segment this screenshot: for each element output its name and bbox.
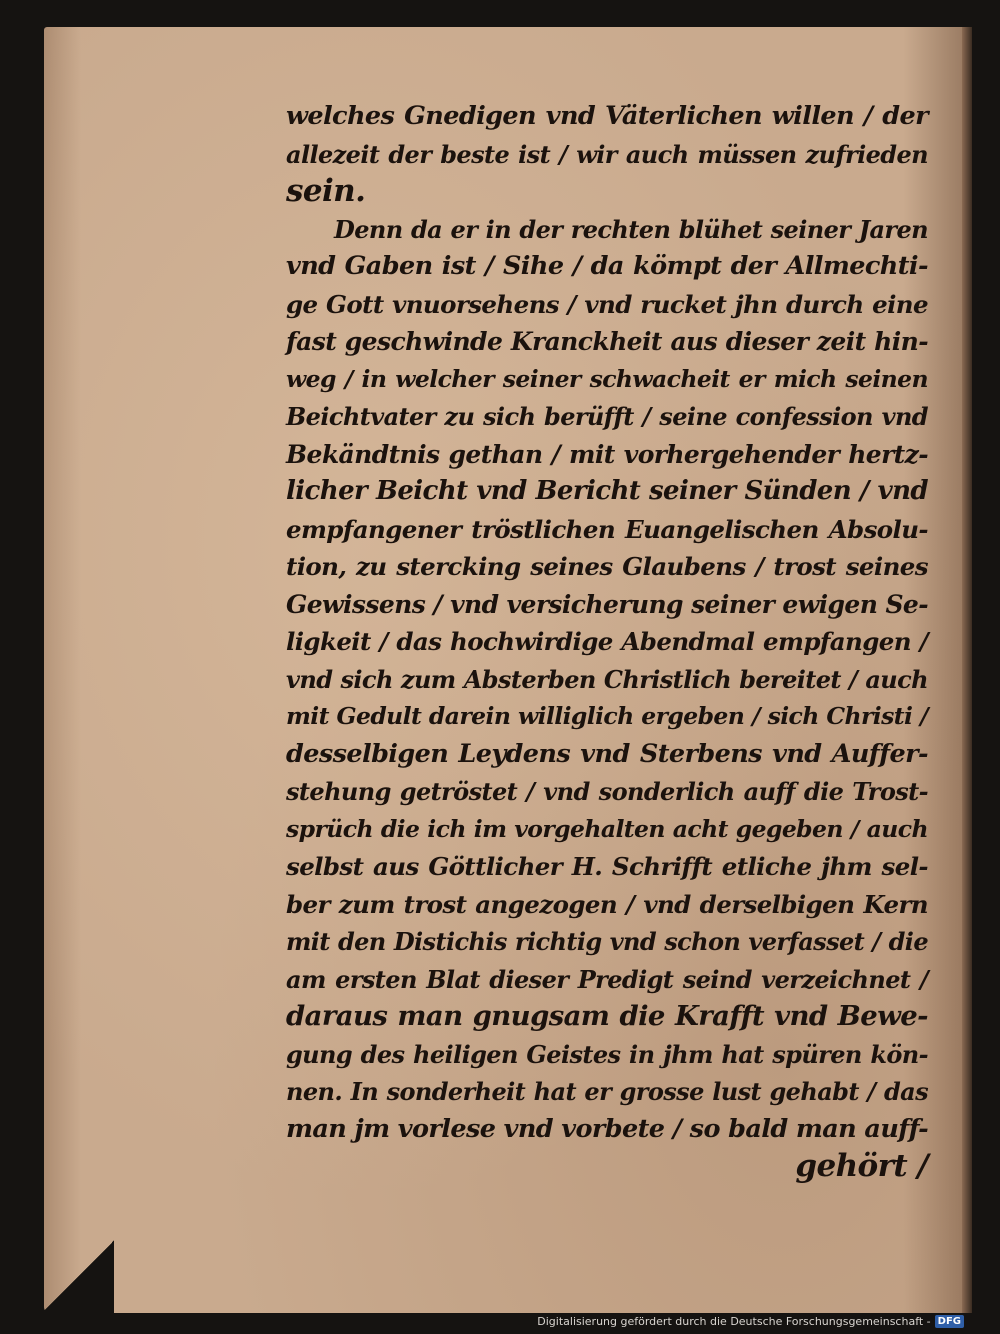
text-line: fast geschwinde Kranckheit aus dieser zeit hin- (286, 327, 928, 356)
text-line: nen. In sonderheit hat er grosse lust gehabt / das (286, 1077, 928, 1106)
text-line: man jm vorlese vnd vorbete / so bald man auff- (286, 1113, 929, 1144)
text-line: vnd Gaben ist / Sihe / da kömpt der Allmechti- (286, 251, 928, 281)
dfg-logo[interactable]: DFG (935, 1315, 964, 1328)
text-line: daraus man gnugsam die Krafft vnd Bewe- (286, 1000, 928, 1032)
text-line: sein. (286, 173, 366, 209)
text-line: vnd sich zum Absterben Christlich bereitet / auch (286, 664, 928, 694)
text-line: selbst aus Göttlicher H. Schrifft etliche jhm sel- (286, 852, 928, 881)
text-line: ligkeit / das hochwirdige Abendmal empfangen / (286, 627, 928, 656)
text-line: ge Gott vnuorsehens / vnd rucket jhn durch eine (286, 289, 928, 319)
text-line: sprüch die ich im vorgehalten acht gegeben / auch (286, 814, 928, 843)
text-line: allezeit der beste ist / wir auch müssen zufrieden (286, 139, 928, 169)
text-line: weg / in welcher seiner schwacheit er mich seinen (286, 364, 928, 393)
paragraph-start-line: Denn da er in der rechten blühet seiner Jaren (334, 214, 928, 244)
catchword: gehört / (795, 1148, 928, 1184)
digitization-credit (537, 1312, 964, 1330)
text-line: mit den Distichis richtig vnd schon verfasset / die (286, 927, 928, 956)
text-line: gung des heiligen Geistes in jhm hat spüren kön- (286, 1039, 928, 1069)
text-line: empfangener tröstlichen Euangelischen Absolu- (286, 514, 928, 544)
text-line: desselbigen Leydens vnd Sterbens vnd Auffer- (286, 738, 928, 769)
text-line: tion, zu stercking seines Glaubens / trost seines (286, 552, 928, 581)
page-text (286, 98, 928, 1186)
text-line: am ersten Blat dieser Predigt seind verzeichnet / (286, 964, 928, 994)
page-corner (44, 1238, 114, 1313)
text-line: mit Gedult darein williglich ergeben / sich Christi / (286, 702, 928, 730)
text-line: Gewissens / vnd versicherung seiner ewigen Se- (286, 589, 928, 619)
text-line: stehung getröstet / vnd sonderlich auff die Trost- (286, 777, 928, 806)
credit-text: Digitalisierung gefördert durch die Deutsche Forschungsgemeinschaft - (537, 1314, 931, 1328)
text-line: Beichtvater zu sich berüfft / seine confession vnd (286, 402, 928, 431)
text-line: welches Gnedigen vnd Väterlichen willen / der (286, 101, 928, 131)
book-gutter (962, 27, 972, 1313)
text-line: ber zum trost angezogen / vnd derselbigen Kern (286, 889, 928, 919)
text-line: Bekändtnis gethan / mit vorhergehender hertz- (286, 439, 928, 469)
text-line: licher Beicht vnd Bericht seiner Sünden / vnd (286, 476, 928, 506)
